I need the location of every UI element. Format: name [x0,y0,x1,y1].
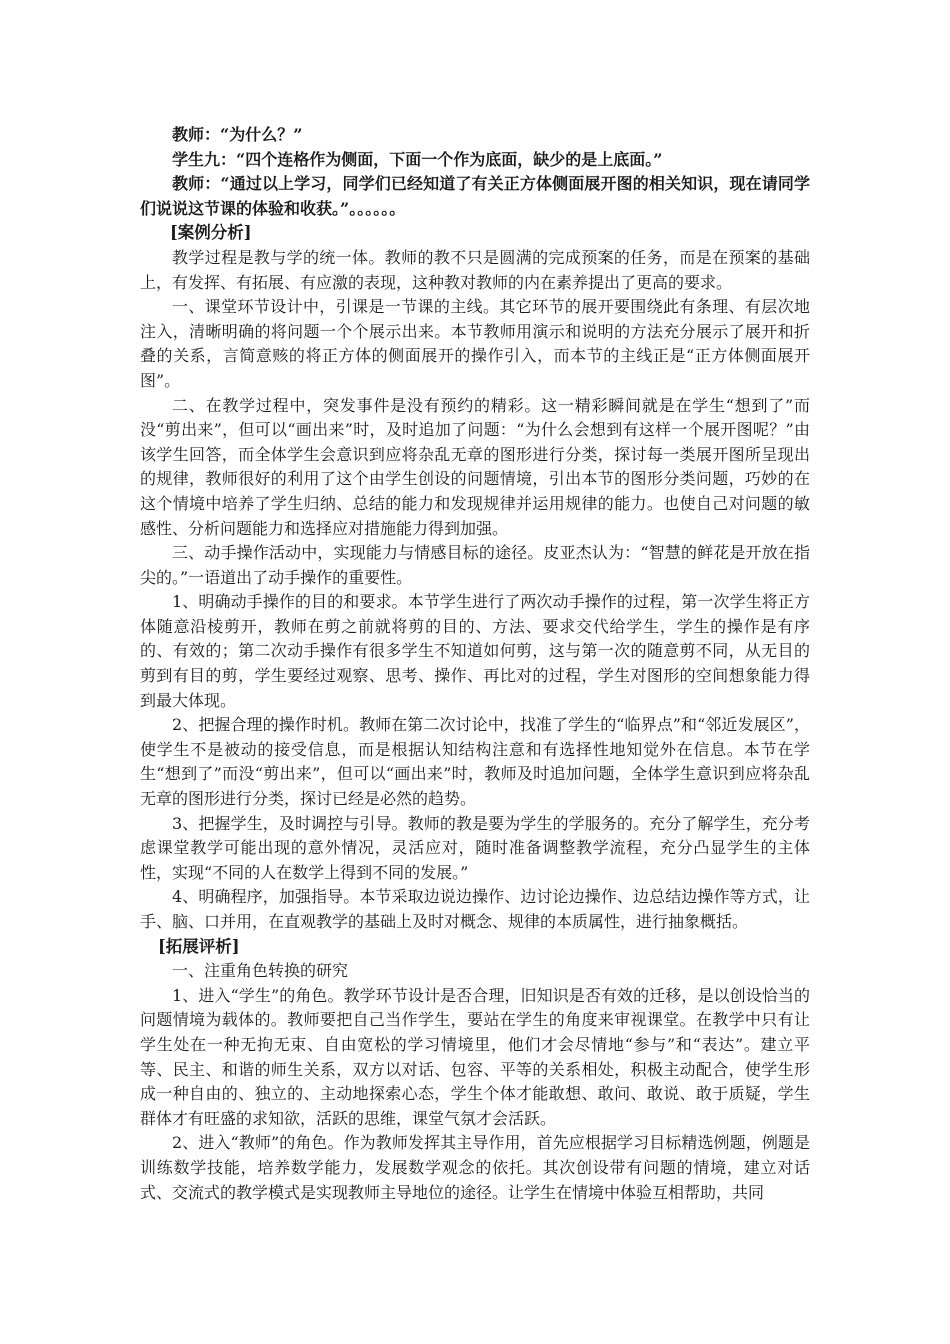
paragraph: 一、注重角色转换的研究 [172,961,349,981]
section-heading-extended-review: [拓展评析] [158,936,240,956]
dialogue-line-teacher-summary: 教师：“通过以上学习，同学们已经知道了有关正方体侧面展开图的相关知识，现在请同学们说说这节课的体验和收获。”。。。。。。 [140,174,810,218]
paragraph: 三、动手操作活动中，实现能力与情感目标的途径。皮亚杰认为：“智慧的鲜花是开放在指尖的。”一语道出了动手操作的重要性。 [140,543,810,587]
dialogue-line-student-nine: 学生九：“四个连格作为侧面，下面一个作为底面，缺少的是上底面。” [172,149,663,169]
paragraph: 一、课堂环节设计中，引课是一节课的主线。其它环节的展开要围绕此有条理、有层次地注入，清晰明确的将问题一个个展示出来。本节教师用演示和说明的方法充分展示了展开和折叠的关系，言简意赅的将正方体的侧面展开的操作引入，而本节的主线正是“正方体侧面展开图”。 [140,297,810,390]
paragraph: 1、进入“学生”的角色。教学环节设计是否合理，旧知识是否有效的迁移，是以创设恰当的问题情境为载体的。教师要把自己当作学生，要站在学生的角度来审视课堂。在教学中只有让学生处在一种无拘无束、自由宽松的学习情境里，他们才会尽情地“参与”和“表达”。建立平等、民主、和谐的师生关系，双方以对话、包容、平等的关系相处，积极主动配合，使学生形成一种自由的、独立的、主动地探索心态，学生个体才能敢想、敢问、敢说、敢于质疑，学生群体才有旺盛的求知欲，活跃的思维，课堂气氛才会活跃。 [140,985,810,1128]
paragraph: 教学过程是教与学的统一体。教师的教不只是圆满的完成预案的任务，而是在预案的基础上，有发挥、有拓展、有应激的表现，这种教对教师的内在素养提出了更高的要求。 [140,247,810,292]
dialogue-line-teacher-question: 教师：“为什么？” [172,125,303,144]
paragraph: 3、把握学生，及时调控与引导。教师的教是要为学生的学服务的。充分了解学生，充分考虑课堂教学可能出现的意外情况，灵活应对，随时准备调整教学流程，充分凸显学生的主体性，实现“不同的人在数学上得到不同的发展。” [140,813,810,882]
section-heading-case-analysis: [案例分析] [170,223,252,243]
paragraph: 2、进入“教师”的角色。作为教师发挥其主导作用，首先应根据学习目标精选例题，例题是训练数学技能，培养数学能力，发展数学观念的依托。其次创设带有问题的情境，建立对话式、交流式的教学模式是实现教师主导地位的途径。让学生在情境中体验互相帮助，共同 [140,1133,810,1202]
paragraph: 2、把握合理的操作时机。教师在第二次讨论中，找准了学生的“临界点”和“邻近发展区”，使学生不是被动的接受信息，而是根据认知结构注意和有选择性地知觉外在信息。本节在学生“想到了”而没“剪出来”，但可以“画出来”时，教师及时追加问题，全体学生意识到应将杂乱无章的图形进行分类，探讨已经是必然的趋势。 [140,715,810,809]
paragraph: 二、在教学过程中，突发事件是没有预约的精彩。这一精彩瞬间就是在学生“想到了”而没“剪出来”，但可以“画出来”时，及时追加了问题：“为什么会想到有这样一个展开图呢？”由该学生回答，而全体学生会意识到应将杂乱无章的图形进行分类，探讨每一类展开图所呈现出的规律，教师很好的利用了这个由学生创设的问题情境，引出本节的图形分类问题，巧妙的在这个情境中培养了学生归纳、总结的能力和发现规律并运用规律的能力。也使自己对问题的敏感性、分析问题能力和选择应对措施能力得到加强。 [140,395,810,538]
paragraph: 4、明确程序，加强指导。本节采取边说边操作、边讨论边操作、边总结边操作等方式，让手、脑、口并用，在直观教学的基础上及时对概念、规律的本质属性，进行抽象概括。 [140,887,810,931]
document-page [140,123,810,1205]
paragraph: 1、明确动手操作的目的和要求。本节学生进行了两次动手操作的过程，第一次学生将正方体随意沿棱剪开，教师在剪之前就将剪的目的、方法、要求交代给学生，学生的操作是有序的、有效的；第二次动手操作有很多学生不知道如何剪，这与第一次的随意剪不同，从无目的剪到有目的剪，学生要经过观察、思考、操作、再比对的过程，学生对图形的空间想象能力得到最大体现。 [140,592,810,710]
